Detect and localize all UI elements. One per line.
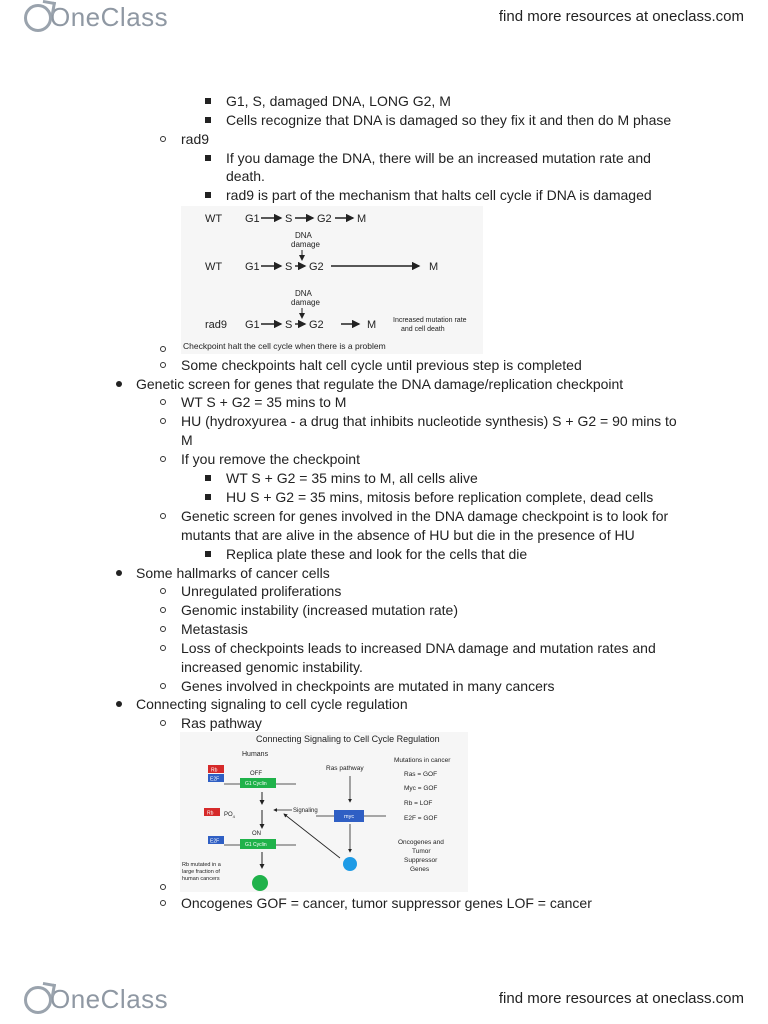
text-line: Genetic screen for genes involved in the DNA damage checkpoint is to look for xyxy=(181,508,669,524)
circle-bullet xyxy=(160,626,166,632)
circle-bullet xyxy=(160,588,166,594)
row3-g1: G1 xyxy=(245,319,260,331)
resources-link[interactable]: find more resources at oneclass.com xyxy=(498,990,744,1007)
page-footer xyxy=(0,982,768,1022)
text-line: If you damage the DNA, there will be an increased mutation rate and xyxy=(226,150,651,166)
row2-label: WT xyxy=(205,261,223,273)
row2-s: S xyxy=(285,261,293,273)
mutations-title: Mutations in cancer xyxy=(394,757,451,764)
text-line: Some hallmarks of cancer cells xyxy=(136,565,330,581)
text-line: G1, S, damaged DNA, LONG G2, M xyxy=(226,93,451,109)
e2f-text: E2F xyxy=(210,838,220,845)
green-circle xyxy=(252,875,268,891)
row1-s: S xyxy=(285,213,293,225)
off-label: OFF xyxy=(250,771,262,777)
text-line: WT S + G2 = 35 mins to M, all cells alive xyxy=(226,470,478,486)
text-line: Genes involved in checkpoints are mutated in many cancers xyxy=(181,678,555,694)
onco-line2: Tumor xyxy=(412,848,431,855)
po4-label: $PO_4$ xyxy=(224,812,235,819)
text-line: HU (hydroxyurea - a drug that inhibits nucleotide synthesis) S + G2 = 90 mins to xyxy=(181,413,677,429)
logo-text: OneClass xyxy=(50,984,169,1014)
circle-bullet xyxy=(160,683,166,689)
resources-link[interactable]: find more resources at oneclass.com xyxy=(498,8,744,25)
row1-label: WT xyxy=(205,213,223,225)
text-line: If you remove the checkpoint xyxy=(181,451,360,467)
oneclass-logo[interactable] xyxy=(24,984,168,1015)
text-line: Cells recognize that DNA is damaged so they fix it and then do M phase xyxy=(226,112,672,128)
text-line: Loss of checkpoints leads to increased DNA damage and mutation rates and xyxy=(181,640,656,656)
e2f-text: E2F xyxy=(210,776,220,783)
g1-cyclin-text: G1 Cyclin xyxy=(245,781,267,787)
logo-text: OneClass xyxy=(50,2,169,32)
circle-bullet xyxy=(160,346,166,352)
note2: and cell death xyxy=(401,326,445,333)
text-line: Connecting signaling to cell cycle regulation xyxy=(136,696,408,712)
text-line: rad9 is part of the mechanism that halts cell cycle if DNA is damaged xyxy=(226,187,652,203)
damage-label: damage xyxy=(291,240,320,249)
text-line: death. xyxy=(226,168,265,184)
ras-pathway-figure xyxy=(180,732,468,892)
row2-m: M xyxy=(429,261,439,273)
arrow xyxy=(284,814,340,858)
dna-label: DNA xyxy=(295,231,312,240)
onco-line3: Suppressor xyxy=(404,857,438,864)
figure2-title: Connecting Signaling to Cell Cycle Regulation xyxy=(256,734,440,744)
damage-label: damage xyxy=(291,298,320,307)
square-bullet xyxy=(205,117,211,123)
oneclass-logo[interactable] xyxy=(24,2,168,33)
mutation-item: Ras = GOF xyxy=(404,771,438,778)
row3-label: rad9 xyxy=(205,319,228,331)
row3-g2: G2 xyxy=(309,319,324,331)
text-line: M xyxy=(181,432,193,448)
square-bullet xyxy=(205,551,211,557)
circle-bullet xyxy=(160,900,166,906)
note1: Increased mutation rate xyxy=(393,317,467,324)
text-line: Some checkpoints halt cell cycle until previous step is completed xyxy=(181,357,582,373)
mutation-item: Rb = LOF xyxy=(404,800,433,807)
rb-text: Rb xyxy=(211,767,218,774)
disc-bullet xyxy=(116,570,122,576)
oneclass-logo-icon xyxy=(24,4,52,32)
row1-g1: G1 xyxy=(245,213,260,225)
circle-bullet xyxy=(160,884,166,890)
circle-bullet xyxy=(160,607,166,613)
page-header xyxy=(0,0,768,40)
square-bullet xyxy=(205,475,211,481)
square-bullet xyxy=(205,155,211,161)
square-bullet xyxy=(205,494,211,500)
text-line: HU S + G2 = 35 mins, mitosis before replication complete, dead cells xyxy=(226,489,654,505)
rb-note1: Rb mutated in a xyxy=(182,862,221,868)
rb-text: Rb xyxy=(207,810,214,817)
circle-bullet xyxy=(160,136,166,142)
row3-s: S xyxy=(285,319,293,331)
on-label: ON xyxy=(252,831,261,837)
row2-g2: G2 xyxy=(309,261,324,273)
square-bullet xyxy=(205,192,211,198)
row1-m: M xyxy=(357,213,367,225)
text-line: WT S + G2 = 35 mins to M xyxy=(181,394,347,410)
text-line: mutants that are alive in the absence of HU but die in the presence of HU xyxy=(181,527,635,543)
figure-caption: Checkpoint halt the cell cycle when there is a problem xyxy=(183,341,386,351)
mutation-item: Myc = GOF xyxy=(404,785,438,792)
circle-bullet xyxy=(160,418,166,424)
checkpoint-figure xyxy=(181,206,483,354)
rb-note2: large fraction of xyxy=(182,869,220,875)
text-line: rad9 xyxy=(181,131,210,147)
text-line: Unregulated proliferations xyxy=(181,583,342,599)
text-line: increased genomic instability. xyxy=(181,659,363,675)
ras-pathway-label: Ras pathway xyxy=(326,765,364,772)
circle-bullet xyxy=(160,720,166,726)
oneclass-logo-icon xyxy=(24,986,52,1014)
text-line: Genetic screen for genes that regulate the DNA damage/replication checkpoint xyxy=(136,376,624,392)
text-line: Metastasis xyxy=(181,621,248,637)
humans-label: Humans xyxy=(242,751,269,758)
blue-circle xyxy=(343,857,357,871)
dna-label: DNA xyxy=(295,289,312,298)
circle-bullet xyxy=(160,513,166,519)
row3-m: M xyxy=(367,319,377,331)
circle-bullet xyxy=(160,456,166,462)
myc-text: myc xyxy=(344,814,355,820)
rb-note3: human cancers xyxy=(182,876,220,882)
onco-line4: Genes xyxy=(410,866,430,873)
signaling-label: Signaling xyxy=(293,808,318,814)
circle-bullet xyxy=(160,645,166,651)
row2-g1: G1 xyxy=(245,261,260,273)
disc-bullet xyxy=(116,381,122,387)
disc-bullet xyxy=(116,701,122,707)
square-bullet xyxy=(205,98,211,104)
mutation-item: E2F = GOF xyxy=(404,815,438,822)
row1-g2: G2 xyxy=(317,213,332,225)
text-line: Genomic instability (increased mutation rate) xyxy=(181,602,459,618)
onco-line1: Oncogenes and xyxy=(398,839,444,846)
g1-cyclin-text: G1 Cyclin xyxy=(245,842,267,848)
circle-bullet xyxy=(160,362,166,368)
text-line: Ras pathway xyxy=(181,715,262,731)
text-line: Replica plate these and look for the cells that die xyxy=(226,546,528,562)
text-line: Oncogenes GOF = cancer, tumor suppressor genes LOF = cancer xyxy=(181,895,592,911)
circle-bullet xyxy=(160,399,166,405)
